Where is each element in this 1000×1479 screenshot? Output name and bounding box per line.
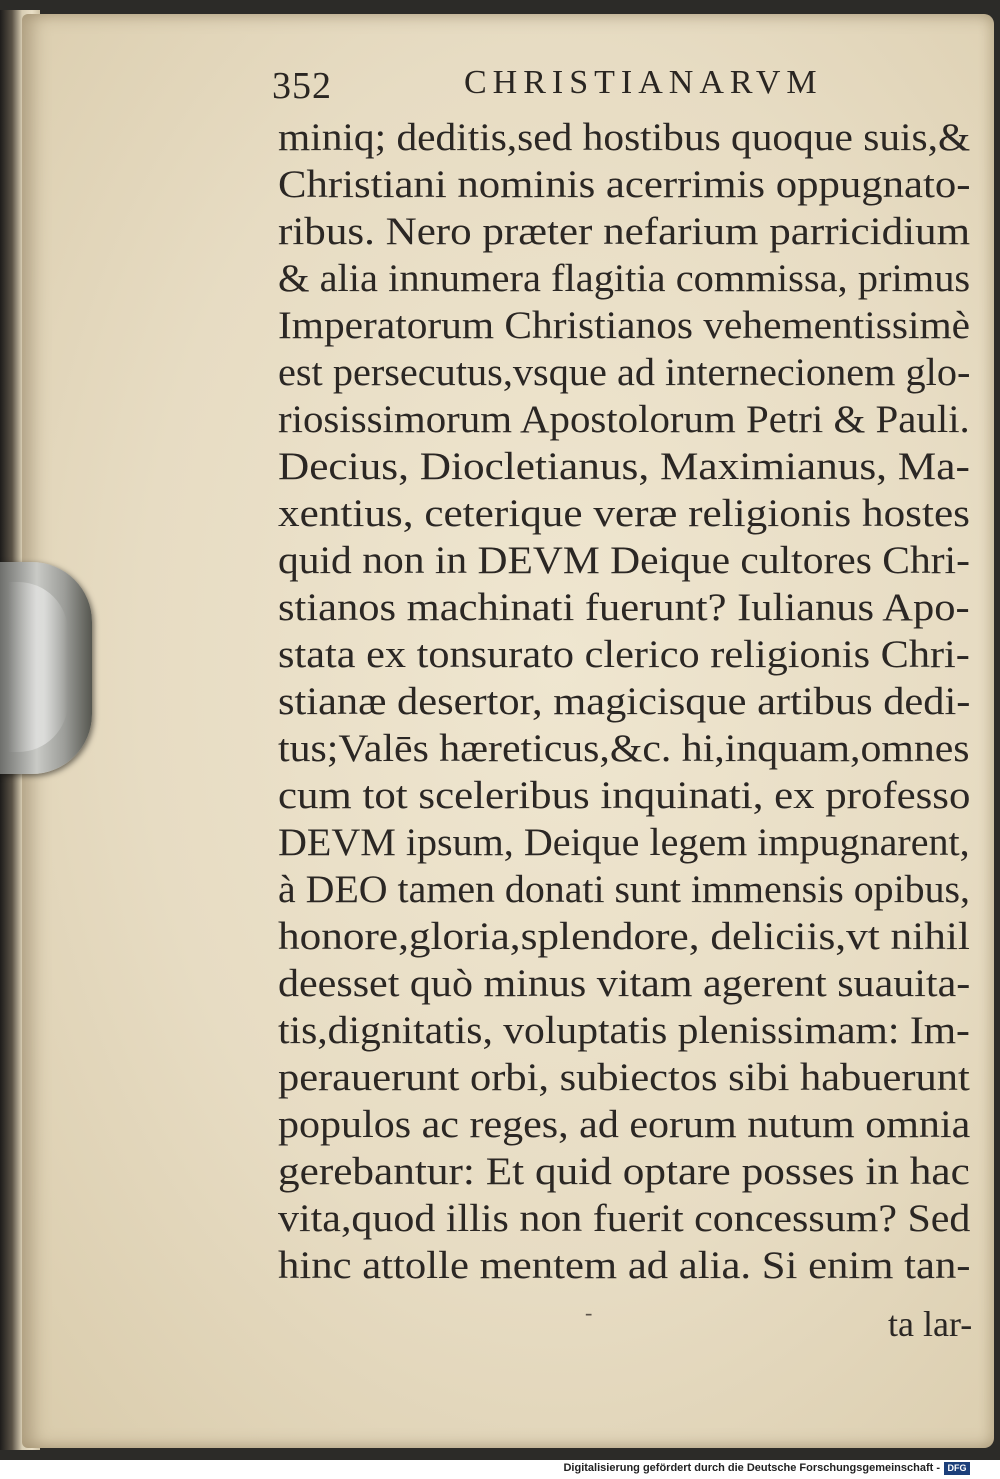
text-line: Imperatorum Christianos vehementissimè — [278, 304, 971, 347]
running-title: CHRISTIANARVM — [464, 64, 823, 101]
text-line: miniq; deditis,sed hostibus quoque suis,& — [278, 116, 971, 159]
signature-mark: - — [585, 1300, 593, 1325]
text-line: Christiani nominis acerrimis oppugnato- — [278, 163, 971, 206]
text-line: est persecutus,vsque ad internecionem glo- — [278, 351, 971, 394]
digitization-footer — [0, 1460, 1000, 1479]
dfg-logo: DFG — [944, 1462, 970, 1475]
text-line: gerebantur: Et quid optare posses in hac — [278, 1150, 970, 1193]
text-line: riosissimorum Apostolorum Petri & Pauli. — [278, 398, 970, 441]
text-line: & alia innumera flagitia commissa, primus — [278, 257, 971, 300]
text-line: Decius, Diocletianus, Maximianus, Ma- — [278, 445, 970, 488]
text-line: quid non in DEVM Deique cultores Chri- — [278, 539, 970, 582]
text-line: tis,dignitatis, voluptatis plenissimam: Im- — [278, 1009, 970, 1052]
text-line: vita,quod illis non fuerit concessum? Sed — [278, 1197, 971, 1240]
catchword: ta lar- — [888, 1304, 973, 1344]
page-number: 352 — [272, 65, 332, 107]
text-line: stata ex tonsurato clerico religionis Chri- — [278, 633, 970, 676]
funding-credit: Digitalisierung gefördert durch die Deutsche Forschungsgemeinschaft - — [563, 1462, 940, 1474]
page-clip — [0, 562, 92, 774]
text-line: cum tot sceleribus inquinati, ex professo — [278, 774, 971, 817]
text-line: populos ac reges, ad eorum nutum omnia — [278, 1103, 971, 1146]
text-line: tus;Valēs hæreticus,&c. hi,inquam,omnes — [278, 727, 970, 770]
text-line: stianæ desertor, magicisque artibus dedi- — [278, 680, 971, 723]
text-line: xentius, ceterique veræ religionis hostes — [278, 492, 970, 535]
text-line: ribus. Nero præter nefarium parricidium — [278, 210, 971, 253]
page-header — [272, 64, 972, 107]
text-line: perauerunt orbi, subiectos sibi habuerunt — [278, 1056, 970, 1099]
text-line: honore,gloria,splendore, deliciis,vt nihil — [278, 915, 970, 958]
text-line: DEVM ipsum, Deique legem impugnarent, — [278, 821, 970, 864]
text-line: stianos machinati fuerunt? Iulianus Apo- — [278, 586, 970, 629]
text-line: à DEO tamen donati sunt immensis opibus, — [278, 868, 971, 911]
text-line: hinc attolle mentem ad alia. Si enim tan- — [278, 1244, 971, 1287]
text-line: deesset quò minus vitam agerent suauita- — [278, 962, 971, 1005]
